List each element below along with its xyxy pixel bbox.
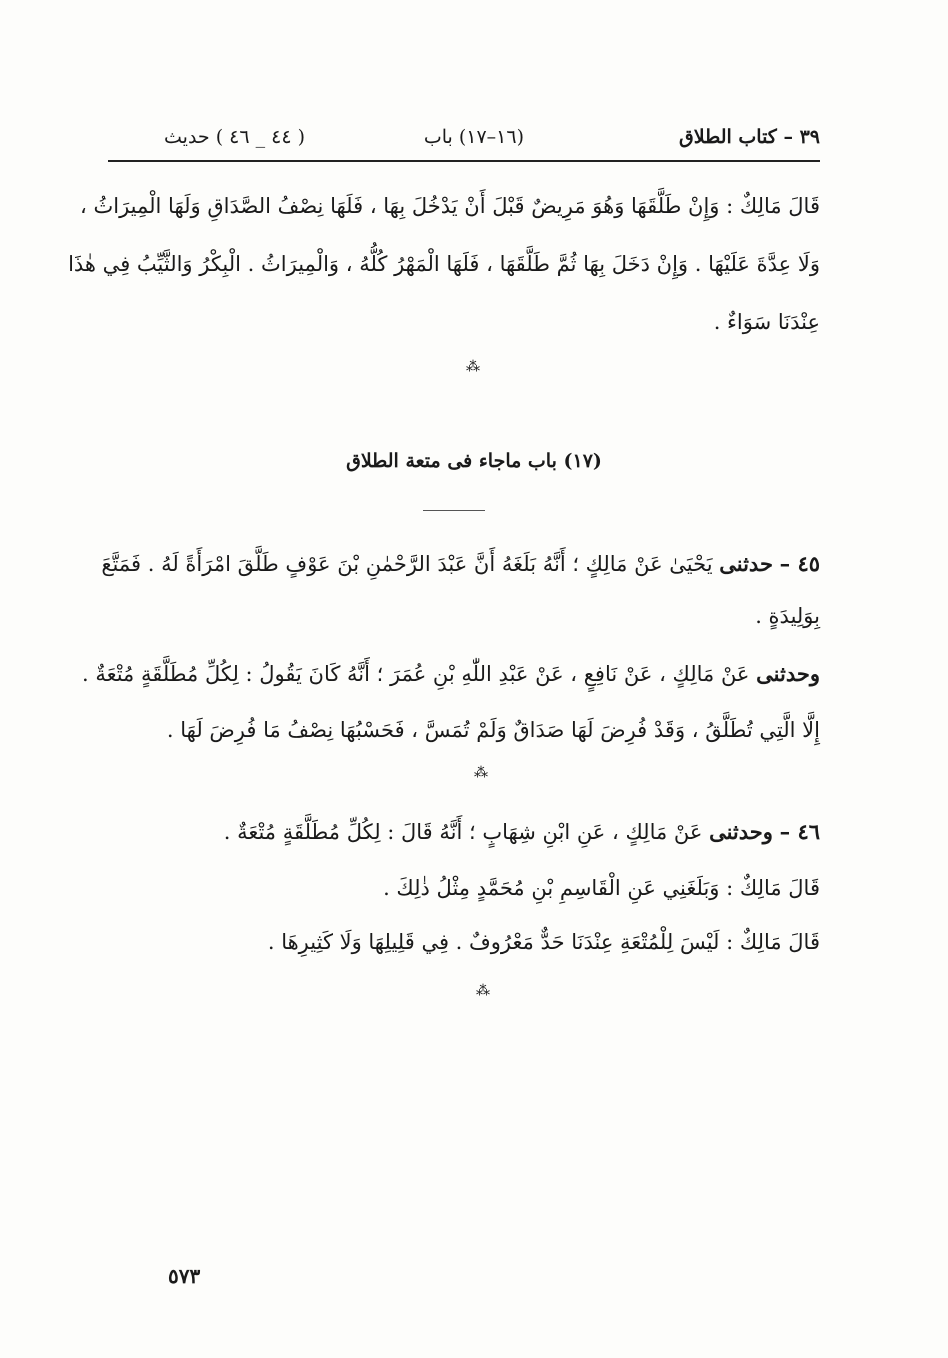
text-line: وَلَا عِدَّةَ عَلَيْهَا . وَإِنْ دَخَلَ بِهَا ثُمَّ طَلَّقَهَا ، فَلَهَا الْمَهْرُ كُلُّهُ ، وَالْمِيرَاثُ . الْبِكْرُ وَالثَّيِّبُ فِي هٰذَا <box>68 252 820 276</box>
page-number: ٥٧٣ <box>168 1264 201 1288</box>
narration-line <box>81 658 820 690</box>
narration-lead-word: وحدثنى <box>756 661 820 686</box>
narration-text: عَنْ مَالِكٍ ، عَنْ نَافِعٍ ، عَنْ عَبْدِ اللّٰهِ بْنِ عُمَرَ ؛ أَنَّهُ كَانَ يَقُولُ : لِكُلِّ مُطَلَّقَةٍ مُتْعَةٌ . <box>81 662 750 686</box>
hadith-number: ٤٦ – <box>779 819 820 844</box>
section-ornament: ⁂ <box>466 359 482 375</box>
hadith-number: ٤٥ – <box>779 551 820 576</box>
chapter-heading: (١٧) باب ماجاء فى متعة الطلاق <box>346 450 602 472</box>
text-line: قَالَ مَالِكٌ : لَيْسَ لِلْمُتْعَةِ عِنْدَنَا حَدٌّ مَعْرُوفٌ . فِي قَلِيلِهَا وَلَا كَثِيرِهَا . <box>267 930 820 954</box>
hadith-45-line <box>101 548 820 580</box>
header-hadith-range: ( ٤٤ _ ٤٦ ) حديث <box>164 126 306 148</box>
running-header <box>108 118 820 158</box>
text-line: قَالَ مَالِكٌ : وَبَلَغَنِي عَنِ الْقَاسِمِ بْنِ مُحَمَّدٍ مِثْلُ ذٰلِكَ . <box>383 876 820 900</box>
hadith-lead-word: حدثنى <box>719 551 773 576</box>
text-line: إِلَّا الَّتِي تُطَلَّقُ ، وَقَدْ فُرِضَ لَهَا صَدَاقٌ وَلَمْ تُمَسَّ ، فَحَسْبُهَا نِصْفُ مَا فُرِضَ لَهَا . <box>166 718 820 742</box>
text-line: بِوَلِيدَةٍ . <box>755 604 820 628</box>
hadith-lead-word: وحدثنى <box>709 819 773 844</box>
section-ornament: ⁂ <box>474 765 490 781</box>
chapter-divider <box>423 510 485 511</box>
hadith-text: يَحْيَىٰ عَنْ مَالِكٍ ؛ أَنَّهُ بَلَغَهُ أَنَّ عَبْدَ الرَّحْمٰنِ بْنَ عَوْفٍ طَلَّقَ امْرَأَةً لَهُ . فَمَتَّعَ <box>101 552 713 576</box>
hadith-text: عَنْ مَالِكٍ ، عَنِ ابْنِ شِهَابٍ ؛ أَنَّهُ قَالَ : لِكُلِّ مُطَلَّقَةٍ مُتْعَةٌ . <box>223 820 703 844</box>
text-line: قَالَ مَالِكٌ : وَإِنْ طَلَّقَهَا وَهُوَ مَرِيضٌ قَبْلَ أَنْ يَدْخُلَ بِهَا ، فَلَهَا نِصْفُ الصَّدَاقِ وَلَهَا الْمِيرَاثُ ، <box>80 194 820 218</box>
text-line: عِنْدَنَا سَوَاءٌ . <box>713 310 820 334</box>
header-book-title: ٣٩ – كتاب الطلاق <box>679 126 820 148</box>
header-divider <box>108 160 820 162</box>
header-chapter-range: (١٦–١٧) باب <box>423 126 524 148</box>
section-ornament: ⁂ <box>476 983 492 999</box>
hadith-46-line <box>224 816 820 848</box>
